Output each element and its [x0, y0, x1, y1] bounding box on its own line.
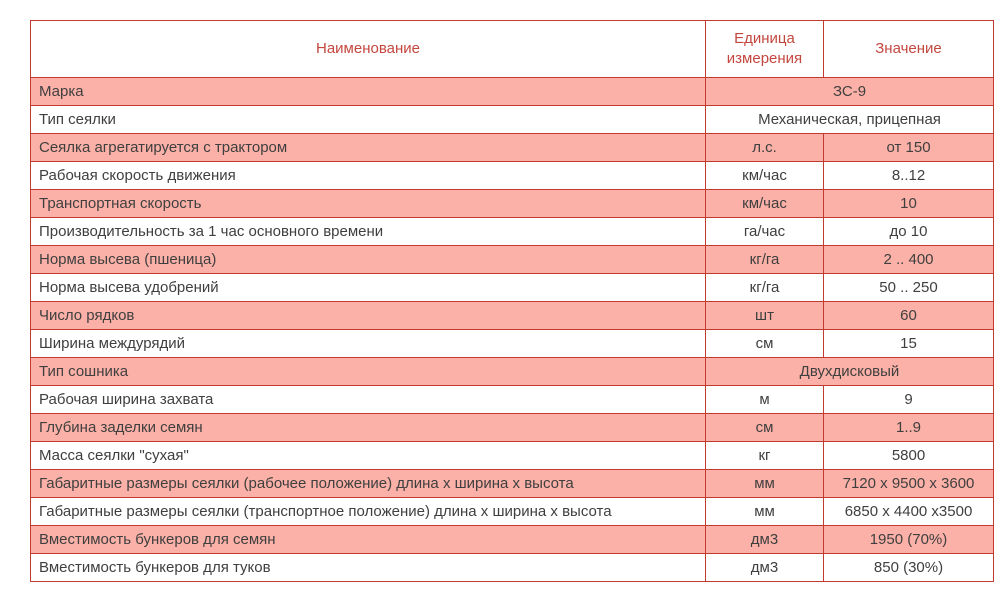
spec-name-cell: Вместимость бункеров для семян [31, 526, 706, 554]
table-row [31, 470, 994, 498]
table-row [31, 78, 994, 106]
spec-unit-cell: мм [706, 470, 824, 498]
spec-value-cell: Механическая, прицепная [706, 106, 994, 134]
spec-unit-cell: см [706, 414, 824, 442]
column-header-unit: Единица измерения [706, 21, 824, 78]
spec-unit-cell: мм [706, 498, 824, 526]
specifications-section [30, 20, 994, 582]
table-row [31, 218, 994, 246]
table-row [31, 190, 994, 218]
spec-value-cell: до 10 [824, 218, 994, 246]
spec-unit-cell: га/час [706, 218, 824, 246]
spec-name-cell: Производительность за 1 час основного времени [31, 218, 706, 246]
spec-name-cell: Габаритные размеры сеялки (транспортное положение) длина х ширина х высота [31, 498, 706, 526]
spec-value-cell: от 150 [824, 134, 994, 162]
spec-name-cell: Тип сеялки [31, 106, 706, 134]
spec-unit-cell: л.с. [706, 134, 824, 162]
spec-value-cell: ЗС-9 [706, 78, 994, 106]
table-row [31, 134, 994, 162]
spec-name-cell: Рабочая скорость движения [31, 162, 706, 190]
spec-value-cell: Двухдисковый [706, 358, 994, 386]
table-header-row [31, 21, 994, 78]
spec-value-cell: 6850 х 4400 х3500 [824, 498, 994, 526]
table-row [31, 246, 994, 274]
spec-value-cell: 50 .. 250 [824, 274, 994, 302]
table-row [31, 386, 994, 414]
spec-name-cell: Число рядков [31, 302, 706, 330]
spec-value-cell: 1..9 [824, 414, 994, 442]
spec-unit-cell: кг [706, 442, 824, 470]
spec-name-cell: Норма высева (пшеница) [31, 246, 706, 274]
table-row [31, 498, 994, 526]
table-row [31, 302, 994, 330]
spec-name-cell: Габаритные размеры сеялки (рабочее положение) длина х ширина х высота [31, 470, 706, 498]
specs-table [30, 20, 994, 582]
spec-value-cell: 10 [824, 190, 994, 218]
table-row [31, 358, 994, 386]
table-row [31, 414, 994, 442]
spec-unit-cell: см [706, 330, 824, 358]
table-row [31, 162, 994, 190]
table-row [31, 106, 994, 134]
spec-unit-cell: кг/га [706, 274, 824, 302]
spec-value-cell: 2 .. 400 [824, 246, 994, 274]
spec-unit-cell: кг/га [706, 246, 824, 274]
spec-value-cell: 5800 [824, 442, 994, 470]
spec-unit-cell: шт [706, 302, 824, 330]
column-header-name: Наименование [31, 21, 706, 78]
spec-name-cell: Транспортная скорость [31, 190, 706, 218]
table-row [31, 274, 994, 302]
table-row [31, 526, 994, 554]
spec-unit-cell: дм3 [706, 554, 824, 582]
spec-name-cell: Норма высева удобрений [31, 274, 706, 302]
spec-name-cell: Ширина междурядий [31, 330, 706, 358]
spec-name-cell: Рабочая ширина захвата [31, 386, 706, 414]
spec-name-cell: Сеялка агрегатируется с трактором [31, 134, 706, 162]
spec-name-cell: Глубина заделки семян [31, 414, 706, 442]
table-row [31, 554, 994, 582]
spec-name-cell: Вместимость бункеров для туков [31, 554, 706, 582]
column-header-value: Значение [824, 21, 994, 78]
spec-value-cell: 7120 х 9500 х 3600 [824, 470, 994, 498]
spec-unit-cell: км/час [706, 190, 824, 218]
spec-value-cell: 8..12 [824, 162, 994, 190]
spec-unit-cell: км/час [706, 162, 824, 190]
spec-name-cell: Тип сошника [31, 358, 706, 386]
table-row [31, 442, 994, 470]
spec-name-cell: Масса сеялки "сухая" [31, 442, 706, 470]
spec-value-cell: 60 [824, 302, 994, 330]
table-row [31, 330, 994, 358]
spec-value-cell: 15 [824, 330, 994, 358]
spec-unit-cell: дм3 [706, 526, 824, 554]
spec-name-cell: Марка [31, 78, 706, 106]
spec-value-cell: 850 (30%) [824, 554, 994, 582]
spec-value-cell: 1950 (70%) [824, 526, 994, 554]
spec-unit-cell: м [706, 386, 824, 414]
spec-value-cell: 9 [824, 386, 994, 414]
